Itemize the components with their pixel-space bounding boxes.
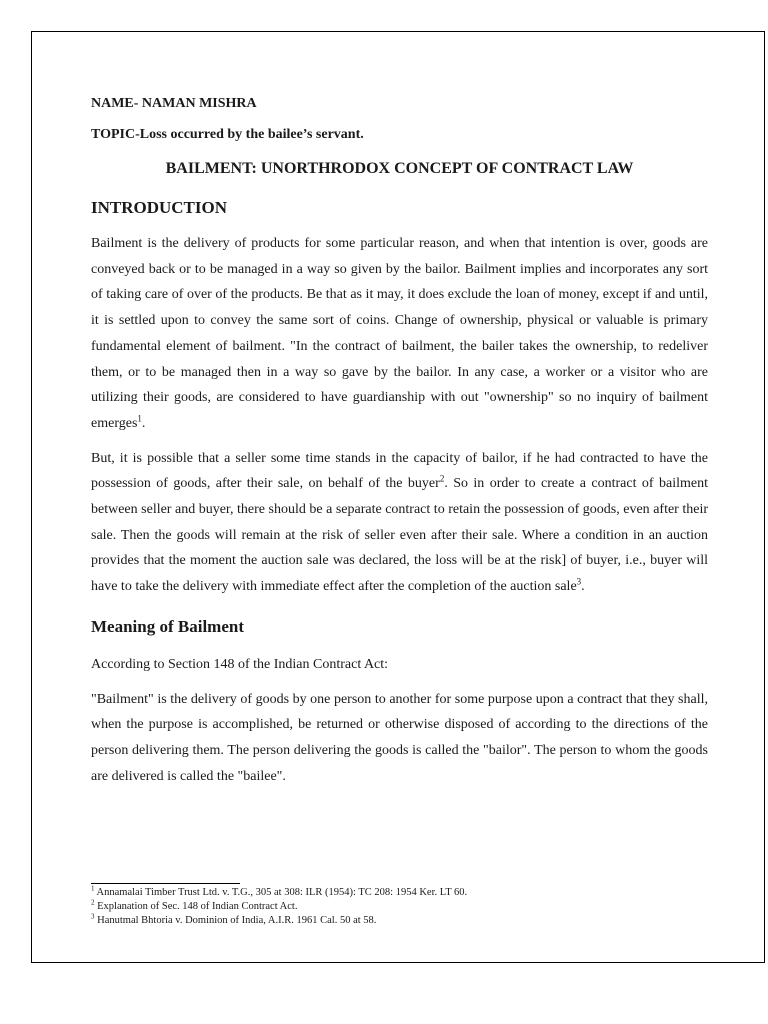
topic-line: TOPIC-Loss occurred by the bailee’s servant.	[91, 127, 364, 142]
document-page	[31, 31, 765, 963]
introduction-heading: INTRODUCTION	[91, 198, 228, 217]
paragraph-text-a: But, it is possible that a seller some time stands in the capacity of bailor, if he had contracted to have the possession of goods, after their sale, on behalf of the buyer	[91, 450, 708, 492]
author-name: NAME- NAMAN MISHRA	[91, 96, 257, 111]
paragraph-end: .	[141, 415, 146, 431]
footnote-ref-2: 2	[439, 473, 445, 484]
document-body	[91, 95, 708, 798]
footnotes	[91, 886, 708, 928]
paragraph-end: .	[581, 579, 585, 595]
introduction-paragraph-2	[91, 446, 708, 600]
meaning-paragraph-1: According to Section 148 of the Indian Contract Act:	[91, 656, 389, 672]
footnote-mark: 2	[91, 898, 95, 907]
footnote-separator	[91, 883, 240, 884]
meaning-heading: Meaning of Bailment	[91, 616, 244, 636]
footnote-ref-1: 1	[137, 413, 142, 424]
footnote-text: Explanation of Sec. 148 of Indian Contract Act.	[94, 901, 298, 912]
footnote-2	[91, 900, 708, 914]
footnote-1	[91, 886, 708, 900]
footnote-mark: 3	[91, 912, 95, 921]
meaning-paragraph-2: "Bailment" is the delivery of goods by one person to another for some purpose upon a contract that they shall, when the purpose is accomplished, be returned or otherwise disposed of according to the directions of the person delivering them. The person delivering the goods is called the "bailor". The person to whom the goods are delivered is called the "bailee".	[91, 691, 708, 784]
footnote-3	[91, 914, 708, 928]
paragraph-text: Bailment is the delivery of products for some particular reason, and when that intention is over, goods are conveyed back or to be managed in a way so given by the bailor. Bailment implies and incorporates any sort of taking care of over of the products. Be that as it may, it does exclude the loan of money, except if and until, it is settled upon to convey the same sort of coins. Change of ownership, physical or valuable is primary fundamental element of bailment. "In the contract of bailment, the bailer takes the ownership, to redeliver them, or to be managed then in a way so gave by the bailor. In any case, a worker or a visitor who are utilizing their goods, are considered to have guardianship with out "ownership" so no inquiry of bailment emerges	[91, 236, 708, 431]
footnote-text: Hanutmal Bhtoria v. Dominion of India, A.I.R. 1961 Cal. 50 at 58.	[94, 915, 377, 926]
document-title: BAILMENT: UNORTHRODOX CONCEPT OF CONTRACT LAW	[165, 160, 634, 177]
footnote-mark: 1	[91, 884, 95, 893]
footnote-ref-3: 3	[576, 576, 582, 587]
footnote-text: Annamalai Timber Trust Ltd. v. T.G., 305 at 308: ILR (1954): TC 208: 1954 Ker. LT 60.	[94, 887, 468, 898]
introduction-paragraph-1	[91, 231, 708, 437]
paragraph-text-b: . So in order to create a contract of bailment between seller and buyer, there should be a separate contract to retain the possession of goods, even after their sale. Then the goods will remain at the risk of seller even after their sale. Where a condition in an auction provides that the moment the auction sale was declared, the loss will be at the risk] of buyer, i.e., buyer will have to take the delivery with immediate effect after the completion of the auction sale	[91, 476, 708, 595]
